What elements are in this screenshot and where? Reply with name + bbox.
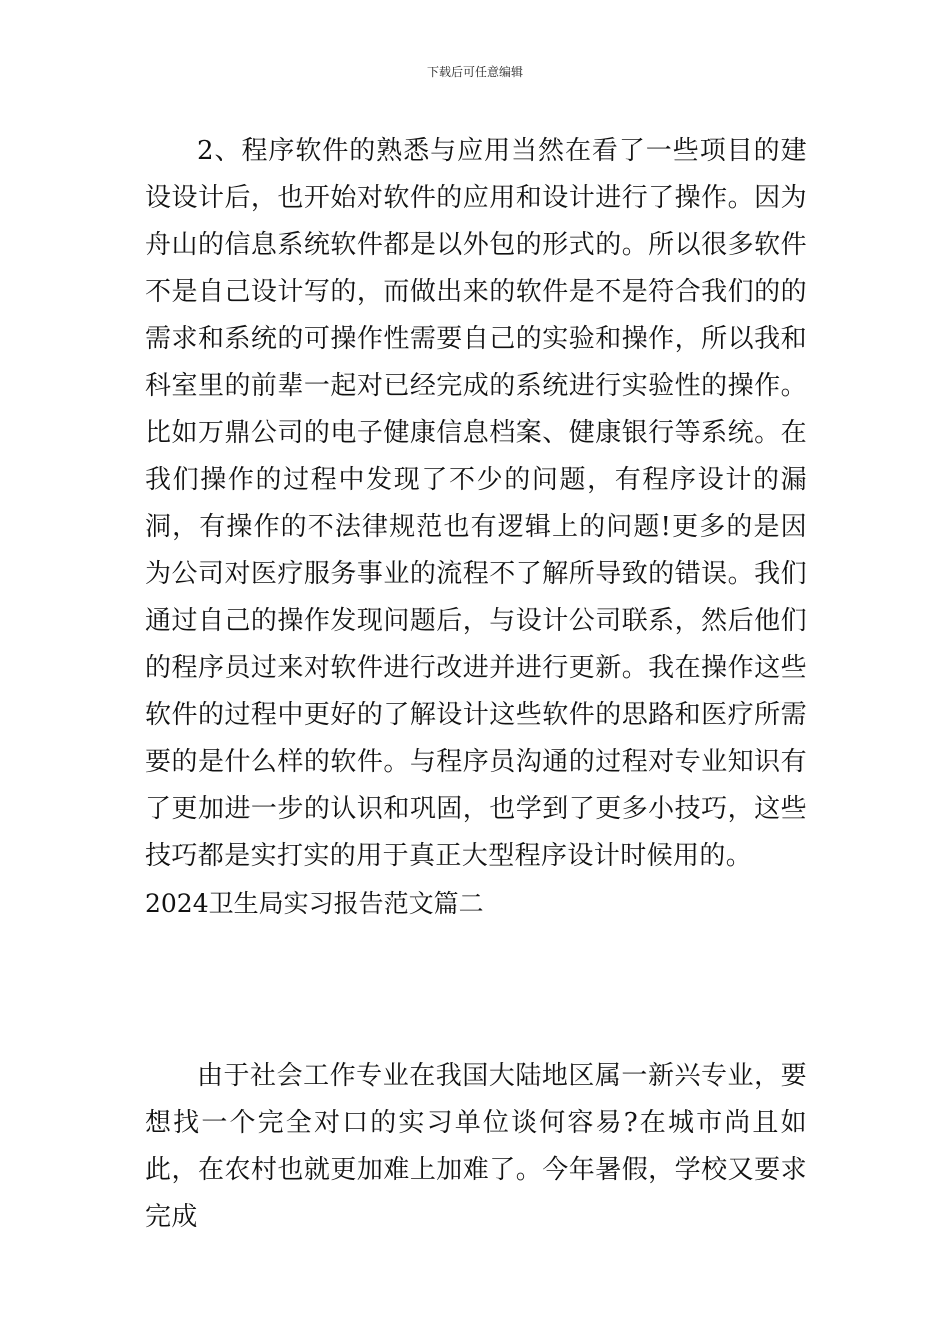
blank-space bbox=[145, 927, 807, 1053]
paragraph-social-work: 由于社会工作专业在我国大陆地区属一新兴专业，要想找一个完全对口的实习单位谈何容易?在城市尚且如此，在农村也就更加难上加难了。今年暑假，学校又要求完成 bbox=[145, 1061, 807, 1232]
page-header: 下载后可任意编辑 bbox=[426, 65, 523, 79]
paragraph-software-practice: 2、程序软件的熟悉与应用当然在看了一些项目的建设设计后，也开始对软件的应用和设计进行了操作。因为舟山的信息系统软件都是以外包的形式的。所以很多软件不是自己设计写的，而做出来的软件是不是符合我们的的需求和系统的可操作性需要自己的实验和操作，所以我和科室里的前辈一起对已经完成的系统进行实验性的操作。比如万鼎公司的电子健康信息档案、健康银行等系统。在我们操作的过程中发现了不少的问题，有程序设计的漏洞，有操作的不法律规范也有逻辑上的问题!更多的是因为公司对医疗服务事业的流程不了解所导致的错误。我们通过自己的操作发现问题后，与设计公司联系，然后他们的程序员过来对软件进行改进并进行更新。我在操作这些软件的过程中更好的了解设计这些软件的思路和医疗所需要的是什么样的软件。与程序员沟通的过程对专业知识有了更加进一步的认识和巩固，也学到了更多小技巧，这些技巧都是实打实的用于真正大型程序设计时候用的。 bbox=[145, 136, 807, 871]
document-body bbox=[145, 128, 807, 1241]
section-heading: 2024卫生局实习报告范文篇二 bbox=[145, 889, 484, 918]
